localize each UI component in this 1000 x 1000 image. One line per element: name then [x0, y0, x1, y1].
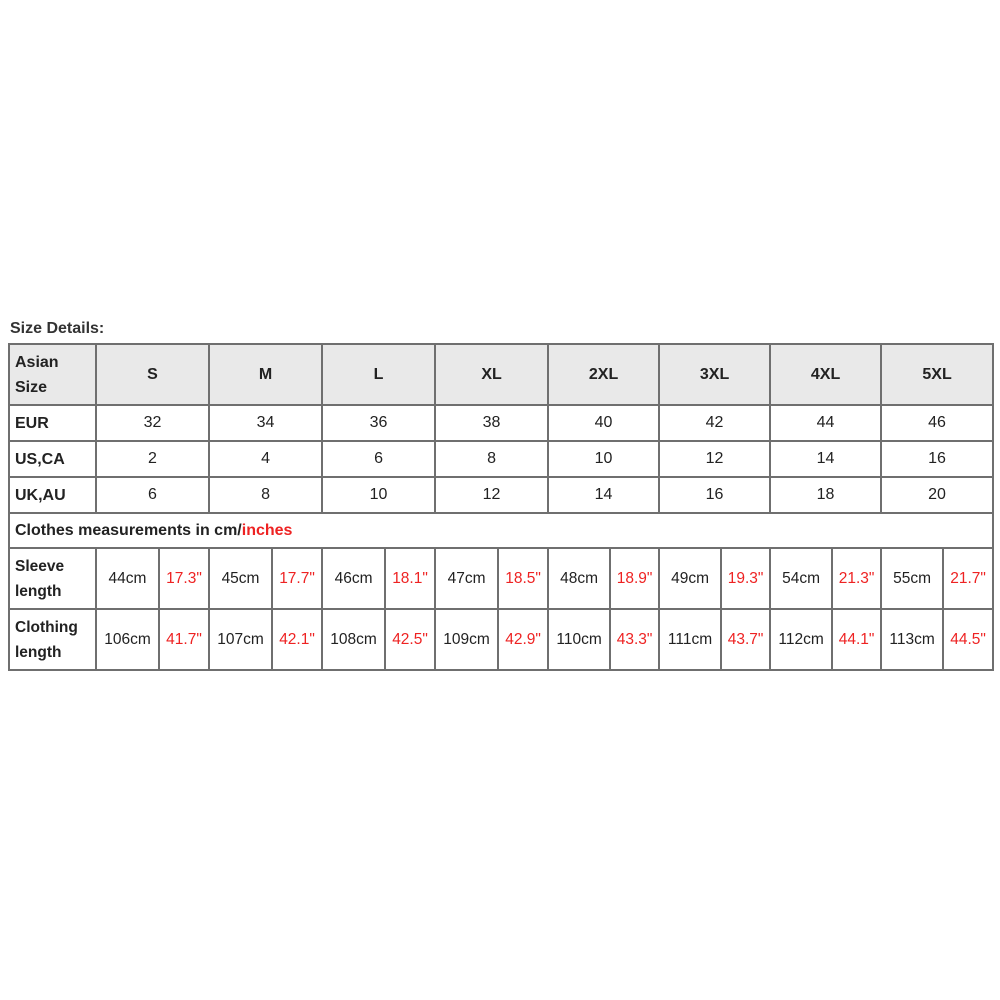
table-row-eur [10, 406, 994, 442]
table-cell: 14 [771, 442, 882, 478]
inch-cell: 41.7" [160, 610, 210, 671]
cm-cell: 109cm [436, 610, 499, 671]
inch-cell: 21.3" [833, 549, 882, 610]
measurements-heading-prefix: Clothes measurements in cm/ [15, 521, 242, 539]
cm-cell: 46cm [323, 549, 386, 610]
size-details-title: Size Details: [10, 320, 105, 337]
size-header-3xl: 3XL [660, 345, 771, 406]
cm-cell: 48cm [549, 549, 611, 610]
size-header-5xl: 5XL [882, 345, 994, 406]
table-cell: 6 [323, 442, 436, 478]
sleeve-label-line1: Sleeve [15, 557, 65, 575]
table-cell: 2 [97, 442, 210, 478]
row-label-eur: EUR [10, 406, 97, 442]
asian-size-label-line2: Size [15, 378, 48, 396]
cm-cell: 54cm [771, 549, 833, 610]
table-cell: 20 [882, 478, 994, 514]
table-cell: 16 [660, 478, 771, 514]
measurements-heading-row [10, 514, 994, 549]
cm-cell: 112cm [771, 610, 833, 671]
inch-cell: 18.1" [386, 549, 436, 610]
inch-cell: 17.7" [273, 549, 323, 610]
table-cell: 12 [660, 442, 771, 478]
table-cell: 44 [771, 406, 882, 442]
table-cell: 8 [436, 442, 549, 478]
size-header-m: M [210, 345, 323, 406]
measurements-heading-inches: inches [241, 521, 293, 539]
table-cell: 42 [660, 406, 771, 442]
table-cell: 34 [210, 406, 323, 442]
cm-cell: 47cm [436, 549, 499, 610]
inch-cell: 18.5" [499, 549, 549, 610]
table-cell: 32 [97, 406, 210, 442]
size-header-s: S [97, 345, 210, 406]
table-cell: 40 [549, 406, 660, 442]
cm-cell: 107cm [210, 610, 273, 671]
cm-cell: 106cm [97, 610, 160, 671]
table-cell: 4 [210, 442, 323, 478]
row-label-uk-au: UK,AU [10, 478, 97, 514]
table-row-sleeve-length [10, 549, 994, 610]
cm-cell: 110cm [549, 610, 611, 671]
cm-cell: 55cm [882, 549, 944, 610]
table-cell: 18 [771, 478, 882, 514]
cm-cell: 108cm [323, 610, 386, 671]
row-label-sleeve-length [10, 549, 97, 610]
inch-cell: 18.9" [611, 549, 660, 610]
size-header-l: L [323, 345, 436, 406]
clothing-label-line1: Clothing [15, 618, 78, 636]
table-row-clothing-length [10, 610, 994, 671]
clothing-label-line2: length [15, 643, 62, 661]
inch-cell: 19.3" [722, 549, 771, 610]
table-cell: 10 [323, 478, 436, 514]
inch-cell: 17.3" [160, 549, 210, 610]
inch-cell: 42.5" [386, 610, 436, 671]
table-cell: 38 [436, 406, 549, 442]
table-cell: 6 [97, 478, 210, 514]
cm-cell: 44cm [97, 549, 160, 610]
table-cell: 12 [436, 478, 549, 514]
size-chart-table [8, 343, 994, 671]
table-cell: 46 [882, 406, 994, 442]
inch-cell: 44.5" [944, 610, 994, 671]
header-row [10, 345, 994, 406]
sleeve-label-line2: length [15, 582, 62, 600]
table-cell: 8 [210, 478, 323, 514]
inch-cell: 42.9" [499, 610, 549, 671]
size-header-4xl: 4XL [771, 345, 882, 406]
measurements-heading [10, 514, 994, 549]
inch-cell: 44.1" [833, 610, 882, 671]
table-cell: 36 [323, 406, 436, 442]
inch-cell: 42.1" [273, 610, 323, 671]
table-cell: 14 [549, 478, 660, 514]
inch-cell: 43.7" [722, 610, 771, 671]
table-row-us-ca [10, 442, 994, 478]
size-header-xl: XL [436, 345, 549, 406]
cm-cell: 45cm [210, 549, 273, 610]
inch-cell: 43.3" [611, 610, 660, 671]
asian-size-label-line1: Asian [15, 353, 59, 371]
table-cell: 16 [882, 442, 994, 478]
cm-cell: 111cm [660, 610, 722, 671]
asian-size-label [10, 345, 97, 406]
row-label-clothing-length [10, 610, 97, 671]
row-label-us-ca: US,CA [10, 442, 97, 478]
table-row-uk-au [10, 478, 994, 514]
table-cell: 10 [549, 442, 660, 478]
cm-cell: 113cm [882, 610, 944, 671]
inch-cell: 21.7" [944, 549, 994, 610]
size-header-2xl: 2XL [549, 345, 660, 406]
cm-cell: 49cm [660, 549, 722, 610]
